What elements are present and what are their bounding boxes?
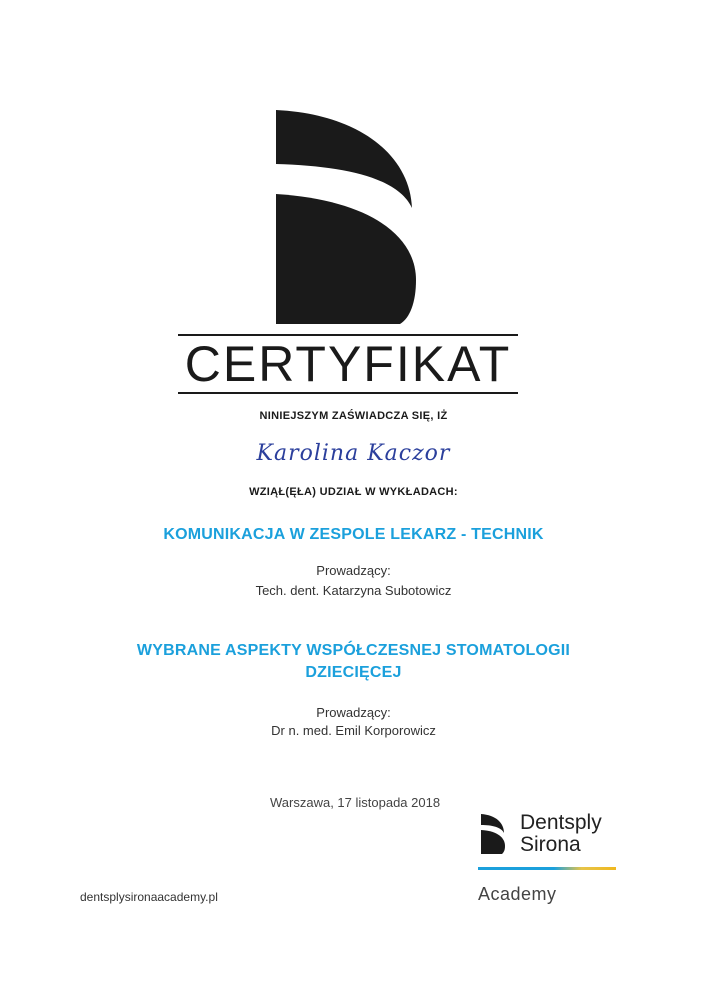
brand-academy: Academy [478,884,557,904]
brand-name-line1: Dentsply [520,811,602,834]
recipient-name: Karolina Kaczor [256,441,451,466]
dentsply-sirona-logo-icon [270,108,422,326]
brand-name [520,812,602,856]
brand-name-line2: Sirona [520,833,581,856]
title-rule-bottom [178,392,518,394]
certificate-title: CERTYFIKAT [184,336,512,392]
intro-text: NINIEJSZYM ZAŚWIADCZA SIĘ, IŻ [259,410,448,422]
lecture-title-1: KOMUNIKACJA W ZESPOLE LEKARZ - TECHNIK [163,526,544,543]
lecturer-label-2: Prowadzący: [316,705,391,720]
lecturer-name-1: Tech. dent. Katarzyna Subotowicz [255,583,452,598]
dentsply-sirona-small-logo-icon [480,814,506,854]
website-url[interactable]: dentsplysironaacademy.pl [80,890,218,904]
brand-block [478,812,618,912]
brand-gradient-rule [478,867,616,870]
lecturer-name-2: Dr n. med. Emil Korporowicz [271,723,436,738]
lecture-title-2: WYBRANE ASPEKTY WSPÓŁCZESNEJ STOMATOLOGII DZIECIĘCEJ [136,642,571,681]
participation-text: WZIĄŁ(ĘŁA) UDZIAŁ W WYKŁADACH: [249,486,458,498]
issue-date: Warszawa, 17 listopada 2018 [270,795,441,810]
lecturer-label-1: Prowadzący: [316,563,391,578]
